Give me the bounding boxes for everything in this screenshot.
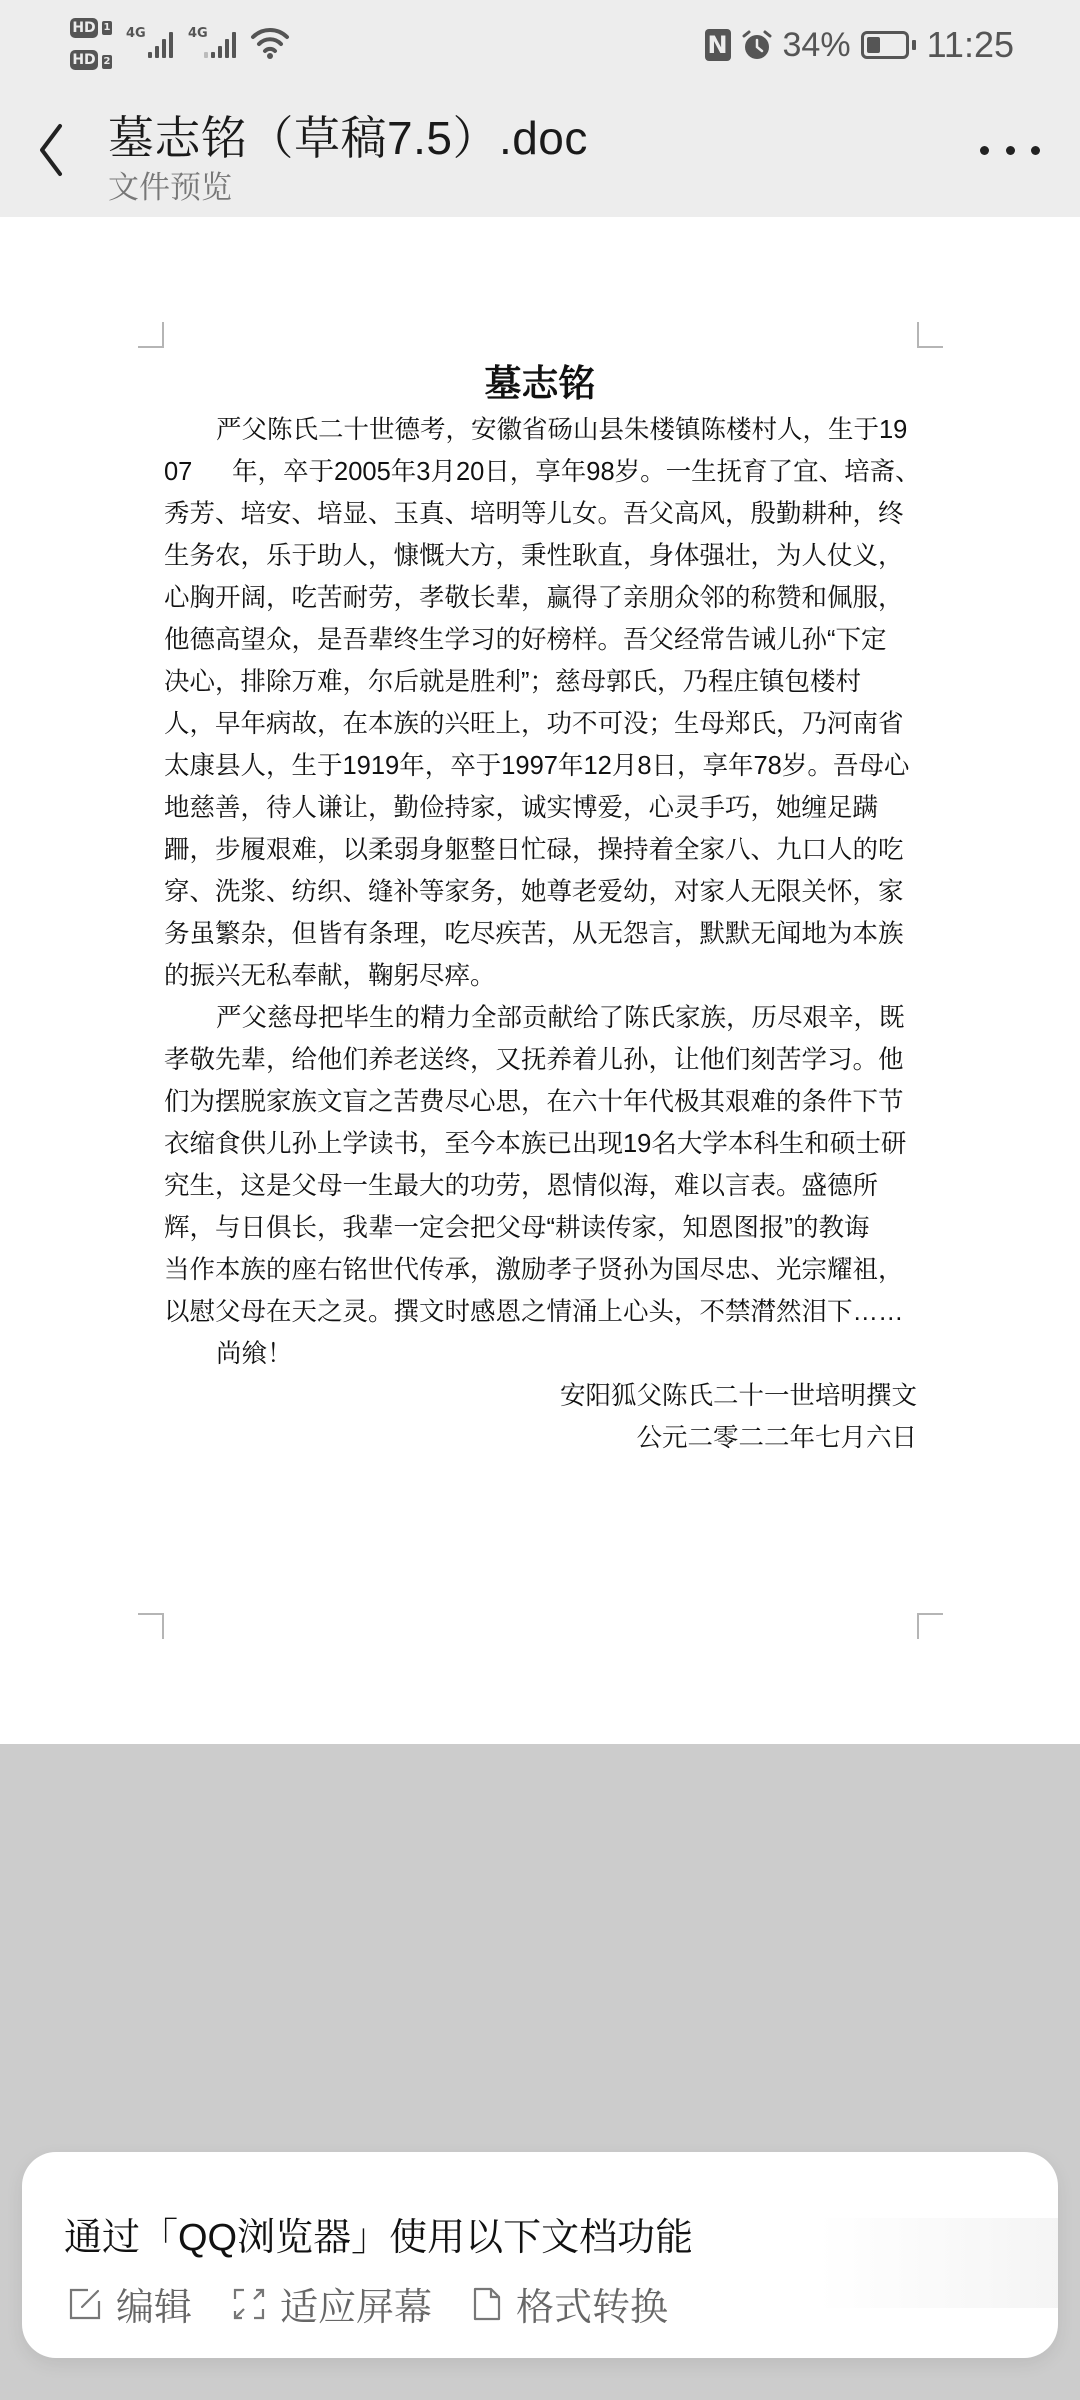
page-corner-mark: [138, 1613, 164, 1639]
document-heading: 墓志铭: [484, 363, 596, 404]
document-line: 人，早年病故，在本族的兴旺上，功不可没；生母郑氏，乃河南省: [164, 710, 904, 738]
nfc-icon: N: [705, 29, 731, 61]
document-line: 他德高望众，是吾辈终生学习的好榜样。吾父经常告诫儿孙“下定: [164, 626, 887, 654]
more-options-button[interactable]: [980, 138, 1040, 162]
sheet-fade-overlay: [818, 2218, 1058, 2308]
qq-browser-promo-sheet[interactable]: [22, 2152, 1058, 2358]
sheet-title: 通过「QQ浏览器」使用以下文档功能: [64, 2217, 694, 2259]
document-line: 辉，与日俱长，我辈一定会把父母“耕读传家，知恩图报”的教诲: [164, 1214, 870, 1242]
document-signature: 安阳狐父陈氏二十一世培明撰文: [559, 1382, 917, 1410]
document-line: 穿、洗浆、纺织、缝补等家务，她尊老爱幼，对家人无限关怀，家: [164, 878, 904, 906]
back-button[interactable]: [30, 118, 80, 178]
more-horizontal-icon: [1031, 146, 1040, 155]
fit-screen-label: 适应屏幕: [280, 2287, 433, 2329]
fit-screen-button[interactable]: [232, 2276, 432, 2331]
document-line: 究生，这是父母一生最大的功劳，恩情似海，难以言表。盛德所: [164, 1172, 879, 1200]
document-line: 孝敬先辈，给他们养老送终，又抚养着儿孙，让他们刻苦学习。他: [164, 1046, 904, 1074]
page-corner-mark: [917, 1613, 943, 1639]
wifi-icon: [250, 26, 290, 60]
document-line: 们为摆脱家族文盲之苦费尽心思，在六十年代极其艰难的条件下节: [164, 1088, 904, 1116]
edit-icon: [68, 2287, 102, 2321]
file-subtitle: 文件预览: [108, 170, 232, 205]
edit-label: 编辑: [116, 2287, 193, 2329]
document-line: 地慈善，待人谦让，勤俭持家，诚实博爱，心灵手巧，她缠足蹒: [164, 794, 879, 822]
more-horizontal-icon: [1006, 146, 1015, 155]
document-line: 衣缩食供儿孙上学读书，至今本族已出现19名大学本科生和硕士研: [164, 1130, 907, 1158]
status-right: [705, 22, 1014, 68]
sheet-actions: [68, 2276, 668, 2331]
app-header: [0, 88, 1080, 217]
page-corner-mark: [138, 322, 164, 348]
alarm-icon: [741, 29, 773, 61]
fit-screen-icon: [232, 2287, 266, 2321]
document-date: 公元二零二二年七月六日: [636, 1424, 917, 1452]
document-line: 务虽繁杂，但皆有条理，吃尽疾苦，从无怨言，默默无闻地为本族: [164, 920, 904, 948]
format-convert-label: 格式转换: [516, 2287, 669, 2329]
document-line: 决心，排除万难，尔后就是胜利”；慈母郭氏，乃程庄镇包楼村: [164, 668, 861, 696]
document-line: 的振兴无私奉献，鞠躬尽瘁。: [164, 962, 496, 990]
document-line: 尚飨！: [216, 1340, 293, 1368]
hd-icon: HD: [70, 50, 98, 70]
battery-icon: [861, 31, 909, 59]
document-line: 当作本族的座右铭世代传承，激励孝子贤孙为国尽忠、光宗耀祖，: [164, 1256, 904, 1284]
file-title: 墓志铭（草稿7.5）.doc: [108, 112, 588, 164]
file-icon: [472, 2286, 502, 2322]
document-line: 跚，步履艰难，以柔弱身躯整日忙碌，操持着全家八、九口人的吃: [164, 836, 904, 864]
more-horizontal-icon: [980, 146, 989, 155]
battery-percent: 34%: [782, 25, 851, 64]
format-convert-button[interactable]: [472, 2276, 668, 2331]
sim2-index: 2: [103, 56, 111, 67]
document-line: 太康县人，生于1919年，卒于1997年12月8日，享年78岁。吾母心: [164, 752, 910, 780]
document-page[interactable]: [0, 217, 1080, 1744]
sim1-index: 1: [103, 22, 111, 33]
chevron-left-icon: [30, 118, 80, 178]
document-body: [164, 409, 920, 1459]
document-line: 07 年，卒于2005年3月20日，享年98岁。一生抚育了宜、培斋、: [164, 458, 921, 486]
document-line: 心胸开阔，吃苦耐劳，孝敬长辈，赢得了亲朋众邻的称赞和佩服，: [164, 584, 904, 612]
status-bar: [0, 0, 1080, 88]
signal-icon: [204, 28, 236, 58]
network-type-1: 4G: [126, 26, 146, 41]
hd-icon: HD: [70, 18, 98, 38]
clock: 11:25: [926, 24, 1014, 65]
document-line: 生务农，乐于助人，慷慨大方，秉性耿直，身体强壮，为人仗义，: [164, 542, 904, 570]
document-line: 秀芳、培安、培显、玉真、培明等儿女。吾父高风，殷勤耕种，终: [164, 500, 904, 528]
document-line: 以慰父母在天之灵。撰文时感恩之情涌上心头，不禁潸然泪下……: [164, 1298, 904, 1326]
document-line: 严父慈母把毕生的精力全部贡献给了陈氏家族，历尽艰辛，既: [216, 1004, 905, 1032]
network-type-2: 4G: [188, 26, 208, 41]
edit-button[interactable]: [68, 2276, 192, 2331]
signal-icon: [148, 28, 173, 58]
document-line: 严父陈氏二十世德考，安徽省砀山县朱楼镇陈楼村人，生于19: [216, 416, 908, 444]
page-corner-mark: [917, 322, 943, 348]
